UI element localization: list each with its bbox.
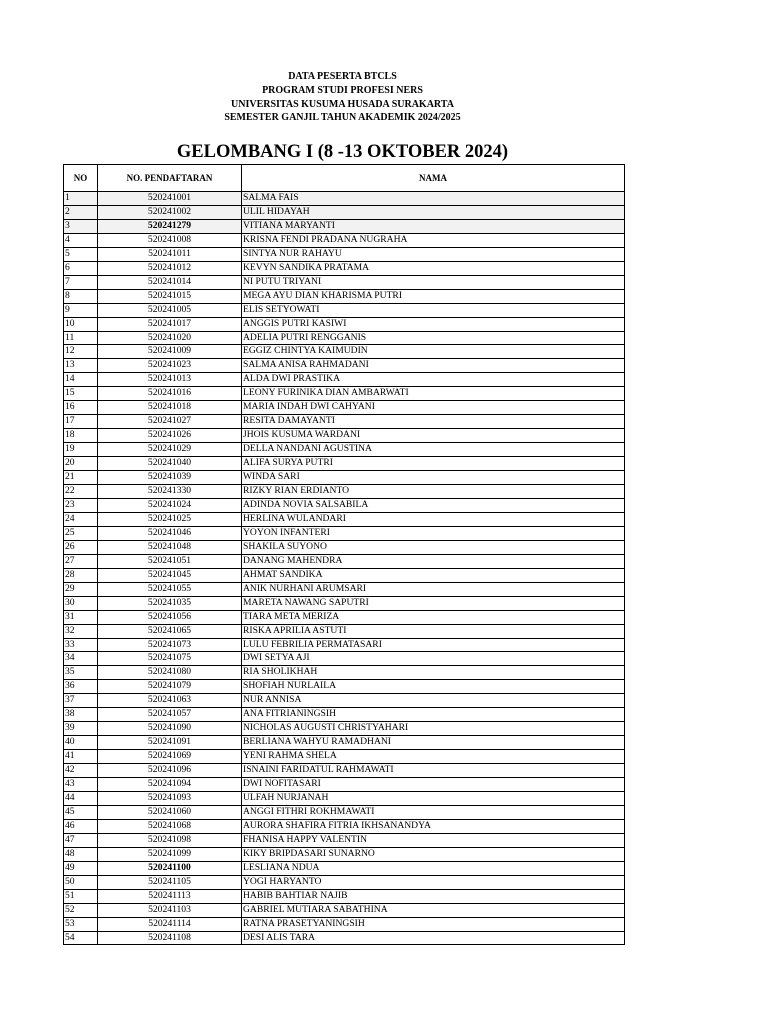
cell-name: MARIA INDAH DWI CAHYANI <box>242 401 625 415</box>
cell-registration-number: 520241330 <box>98 485 242 499</box>
cell-name: KRISNA FENDI PRADANA NUGRAHA <box>242 233 625 247</box>
cell-name: RIA SHOLIKHAH <box>242 666 625 680</box>
cell-registration-number: 520241090 <box>98 722 242 736</box>
cell-registration-number: 520241011 <box>98 247 242 261</box>
cell-name: LESLIANA NDUA <box>242 861 625 875</box>
document-header <box>0 70 685 125</box>
table-row <box>64 680 625 694</box>
table-row <box>64 694 625 708</box>
cell-name: LULU FEBRILIA PERMATASARI <box>242 638 625 652</box>
cell-no: 46 <box>64 819 98 833</box>
table-row <box>64 833 625 847</box>
cell-no: 19 <box>64 443 98 457</box>
cell-registration-number: 520241045 <box>98 568 242 582</box>
cell-no: 6 <box>64 261 98 275</box>
cell-name: VITIANA MARYANTI <box>242 219 625 233</box>
cell-no: 32 <box>64 624 98 638</box>
table-row <box>64 861 625 875</box>
cell-no: 36 <box>64 680 98 694</box>
cell-no: 51 <box>64 889 98 903</box>
table-body <box>64 192 625 945</box>
table-row <box>64 261 625 275</box>
cell-registration-number: 520241029 <box>98 443 242 457</box>
cell-name: YENI RAHMA SHELA <box>242 750 625 764</box>
table-row <box>64 736 625 750</box>
table-row <box>64 373 625 387</box>
cell-no: 41 <box>64 750 98 764</box>
cell-registration-number: 520241016 <box>98 387 242 401</box>
cell-registration-number: 520241098 <box>98 833 242 847</box>
table-row <box>64 219 625 233</box>
cell-no: 42 <box>64 764 98 778</box>
cell-registration-number: 520241114 <box>98 917 242 931</box>
cell-registration-number: 520241002 <box>98 205 242 219</box>
cell-no: 28 <box>64 568 98 582</box>
table-row <box>64 652 625 666</box>
table-row <box>64 526 625 540</box>
table-row <box>64 275 625 289</box>
cell-no: 43 <box>64 778 98 792</box>
table-row <box>64 624 625 638</box>
cell-registration-number: 520241015 <box>98 289 242 303</box>
cell-name: HERLINA WULANDARI <box>242 512 625 526</box>
cell-registration-number: 520241279 <box>98 219 242 233</box>
cell-registration-number: 520241093 <box>98 791 242 805</box>
cell-no: 39 <box>64 722 98 736</box>
cell-registration-number: 520241012 <box>98 261 242 275</box>
cell-registration-number: 520241080 <box>98 666 242 680</box>
cell-no: 1 <box>64 192 98 206</box>
cell-registration-number: 520241100 <box>98 861 242 875</box>
cell-no: 21 <box>64 471 98 485</box>
table-header-row <box>64 165 625 192</box>
table-row <box>64 512 625 526</box>
cell-name: AURORA SHAFIRA FITRIA IKHSANANDYA <box>242 819 625 833</box>
cell-name: NUR ANNISA <box>242 694 625 708</box>
table-row <box>64 303 625 317</box>
cell-registration-number: 520241063 <box>98 694 242 708</box>
table-row <box>64 457 625 471</box>
cell-registration-number: 520241068 <box>98 819 242 833</box>
cell-registration-number: 520241023 <box>98 359 242 373</box>
cell-no: 33 <box>64 638 98 652</box>
table-row <box>64 485 625 499</box>
page-title: GELOMBANG I (8 -13 OKTOBER 2024) <box>176 142 509 162</box>
cell-name: MARETA NAWANG SAPUTRI <box>242 596 625 610</box>
cell-name: AHMAT SANDIKA <box>242 568 625 582</box>
cell-registration-number: 520241057 <box>98 708 242 722</box>
cell-no: 40 <box>64 736 98 750</box>
cell-name: DELLA NANDANI AGUSTINA <box>242 443 625 457</box>
cell-no: 22 <box>64 485 98 499</box>
cell-name: RESITA DAMAYANTI <box>242 415 625 429</box>
cell-registration-number: 520241103 <box>98 903 242 917</box>
header-line-1: DATA PESERTA BTCLS <box>288 71 397 82</box>
cell-no: 37 <box>64 694 98 708</box>
cell-name: KIKY BRIPDASARI SUNARNO <box>242 847 625 861</box>
cell-no: 47 <box>64 833 98 847</box>
cell-registration-number: 520241108 <box>98 931 242 945</box>
cell-name: KEVYN SANDIKA PRATAMA <box>242 261 625 275</box>
cell-no: 13 <box>64 359 98 373</box>
cell-name: ULFAH NURJANAH <box>242 791 625 805</box>
cell-no: 54 <box>64 931 98 945</box>
table-row <box>64 931 625 945</box>
cell-no: 31 <box>64 610 98 624</box>
cell-no: 50 <box>64 875 98 889</box>
cell-registration-number: 520241005 <box>98 303 242 317</box>
cell-registration-number: 520241113 <box>98 889 242 903</box>
cell-no: 5 <box>64 247 98 261</box>
cell-name: ANA FITRIANINGSIH <box>242 708 625 722</box>
table-row <box>64 819 625 833</box>
cell-name: SALMA FAIS <box>242 192 625 206</box>
cell-registration-number: 520241096 <box>98 764 242 778</box>
cell-name: YOGI HARYANTO <box>242 875 625 889</box>
cell-registration-number: 520241079 <box>98 680 242 694</box>
table-row <box>64 429 625 443</box>
header-line-2: PROGRAM STUDI PROFESI NERS <box>262 84 423 96</box>
cell-no: 14 <box>64 373 98 387</box>
cell-registration-number: 520241008 <box>98 233 242 247</box>
cell-registration-number: 520241073 <box>98 638 242 652</box>
table-row <box>64 205 625 219</box>
cell-registration-number: 520241056 <box>98 610 242 624</box>
cell-registration-number: 520241051 <box>98 554 242 568</box>
table-row <box>64 233 625 247</box>
cell-registration-number: 520241035 <box>98 596 242 610</box>
cell-registration-number: 520241048 <box>98 540 242 554</box>
table-row <box>64 708 625 722</box>
cell-registration-number: 520241075 <box>98 652 242 666</box>
cell-registration-number: 520241105 <box>98 875 242 889</box>
table-row <box>64 875 625 889</box>
cell-name: DWI NOFITASARI <box>242 778 625 792</box>
table-row <box>64 638 625 652</box>
table-row <box>64 443 625 457</box>
cell-name: SINTYA NUR RAHAYU <box>242 247 625 261</box>
table-row <box>64 192 625 206</box>
table-row <box>64 750 625 764</box>
cell-no: 53 <box>64 917 98 931</box>
table-row <box>64 568 625 582</box>
cell-name: NI PUTU TRIYANI <box>242 275 625 289</box>
cell-no: 7 <box>64 275 98 289</box>
cell-name: SALMA ANISA RAHMADANI <box>242 359 625 373</box>
table-row <box>64 331 625 345</box>
cell-registration-number: 520241060 <box>98 805 242 819</box>
cell-registration-number: 520241040 <box>98 457 242 471</box>
table-row <box>64 596 625 610</box>
cell-name: FHANISA HAPPY VALENTIN <box>242 833 625 847</box>
cell-name: ANGGIS PUTRI KASIWI <box>242 317 625 331</box>
cell-no: 4 <box>64 233 98 247</box>
table-row <box>64 247 625 261</box>
cell-name: DWI SETYA AJI <box>242 652 625 666</box>
cell-name: RATNA PRASETYANINGSIH <box>242 917 625 931</box>
cell-name: ALIFA SURYA PUTRI <box>242 457 625 471</box>
cell-registration-number: 520241014 <box>98 275 242 289</box>
cell-registration-number: 520241013 <box>98 373 242 387</box>
cell-name: WINDA SARI <box>242 471 625 485</box>
cell-no: 25 <box>64 526 98 540</box>
cell-registration-number: 520241024 <box>98 498 242 512</box>
table-row <box>64 791 625 805</box>
cell-no: 52 <box>64 903 98 917</box>
table-row <box>64 722 625 736</box>
cell-registration-number: 520241039 <box>98 471 242 485</box>
cell-no: 3 <box>64 219 98 233</box>
cell-no: 16 <box>64 401 98 415</box>
table-row <box>64 554 625 568</box>
cell-name: NICHOLAS AUGUSTI CHRISTYAHARI <box>242 722 625 736</box>
cell-name: GABRIEL MUTIARA SABATHINA <box>242 903 625 917</box>
cell-name: ANGGI FITHRI ROKHMAWATI <box>242 805 625 819</box>
table-row <box>64 610 625 624</box>
table-row <box>64 540 625 554</box>
table-row <box>64 387 625 401</box>
cell-name: SHOFIAH NURLAILA <box>242 680 625 694</box>
cell-no: 15 <box>64 387 98 401</box>
cell-no: 8 <box>64 289 98 303</box>
table-row <box>64 289 625 303</box>
cell-no: 9 <box>64 303 98 317</box>
header-line-4: SEMESTER GANJIL TAHUN AKADEMIK 2024/2025 <box>224 112 461 124</box>
cell-no: 20 <box>64 457 98 471</box>
cell-name: ALDA DWI PRASTIKA <box>242 373 625 387</box>
cell-name: ULIL HIDAYAH <box>242 205 625 219</box>
cell-no: 18 <box>64 429 98 443</box>
cell-no: 44 <box>64 791 98 805</box>
column-header-name: NAMA <box>242 165 625 192</box>
cell-name: YOYON INFANTERI <box>242 526 625 540</box>
cell-name: RIZKY RIAN ERDIANTO <box>242 485 625 499</box>
cell-name: MEGA AYU DIAN KHARISMA PUTRI <box>242 289 625 303</box>
cell-no: 26 <box>64 540 98 554</box>
cell-name: ADELIA PUTRI RENGGANIS <box>242 331 625 345</box>
cell-name: DANANG MAHENDRA <box>242 554 625 568</box>
cell-registration-number: 520241018 <box>98 401 242 415</box>
cell-no: 17 <box>64 415 98 429</box>
cell-name: BERLIANA WAHYU RAMADHANI <box>242 736 625 750</box>
cell-registration-number: 520241025 <box>98 512 242 526</box>
cell-no: 24 <box>64 512 98 526</box>
table-row <box>64 498 625 512</box>
cell-registration-number: 520241027 <box>98 415 242 429</box>
table-row <box>64 415 625 429</box>
cell-no: 11 <box>64 331 98 345</box>
cell-name: LEONY FURINIKA DIAN AMBARWATI <box>242 387 625 401</box>
table-row <box>64 666 625 680</box>
table-row <box>64 805 625 819</box>
cell-registration-number: 520241046 <box>98 526 242 540</box>
participant-table <box>63 164 625 945</box>
table-row <box>64 903 625 917</box>
cell-no: 34 <box>64 652 98 666</box>
cell-no: 27 <box>64 554 98 568</box>
cell-no: 45 <box>64 805 98 819</box>
table-row <box>64 317 625 331</box>
cell-registration-number: 520241017 <box>98 317 242 331</box>
table-row <box>64 471 625 485</box>
header-line-3: UNIVERSITAS KUSUMA HUSADA SURAKARTA <box>231 98 454 110</box>
cell-name: ADINDA NOVIA SALSABILA <box>242 498 625 512</box>
column-header-registration: NO. PENDAFTARAN <box>98 165 242 192</box>
table-row <box>64 778 625 792</box>
cell-name: ANIK NURHANI ARUMSARI <box>242 582 625 596</box>
table-row <box>64 764 625 778</box>
table-row <box>64 345 625 359</box>
cell-registration-number: 520241020 <box>98 331 242 345</box>
cell-no: 29 <box>64 582 98 596</box>
cell-no: 35 <box>64 666 98 680</box>
cell-name: DESI ALIS TARA <box>242 931 625 945</box>
cell-registration-number: 520241055 <box>98 582 242 596</box>
cell-no: 38 <box>64 708 98 722</box>
cell-no: 30 <box>64 596 98 610</box>
cell-no: 10 <box>64 317 98 331</box>
cell-registration-number: 520241069 <box>98 750 242 764</box>
cell-name: ISNAINI FARIDATUL RAHMAWATI <box>242 764 625 778</box>
cell-name: TIARA META MERIZA <box>242 610 625 624</box>
cell-no: 23 <box>64 498 98 512</box>
table-row <box>64 917 625 931</box>
cell-no: 48 <box>64 847 98 861</box>
table-row <box>64 401 625 415</box>
cell-registration-number: 520241065 <box>98 624 242 638</box>
cell-no: 12 <box>64 345 98 359</box>
cell-registration-number: 520241009 <box>98 345 242 359</box>
cell-registration-number: 520241026 <box>98 429 242 443</box>
table-row <box>64 847 625 861</box>
cell-name: HABIB BAHTIAR NAJIB <box>242 889 625 903</box>
cell-name: SHAKILA SUYONO <box>242 540 625 554</box>
cell-registration-number: 520241094 <box>98 778 242 792</box>
table-row <box>64 359 625 373</box>
cell-name: ELIS SETYOWATI <box>242 303 625 317</box>
cell-name: JHOIS KUSUMA WARDANI <box>242 429 625 443</box>
cell-name: EGGIZ CHINTYA KAIMUDIN <box>242 345 625 359</box>
cell-registration-number: 520241099 <box>98 847 242 861</box>
cell-registration-number: 520241091 <box>98 736 242 750</box>
cell-no: 49 <box>64 861 98 875</box>
column-header-no: NO <box>64 165 98 192</box>
cell-no: 2 <box>64 205 98 219</box>
table-row <box>64 889 625 903</box>
table-row <box>64 582 625 596</box>
cell-name: RISKA APRILIA ASTUTI <box>242 624 625 638</box>
cell-registration-number: 520241001 <box>98 192 242 206</box>
